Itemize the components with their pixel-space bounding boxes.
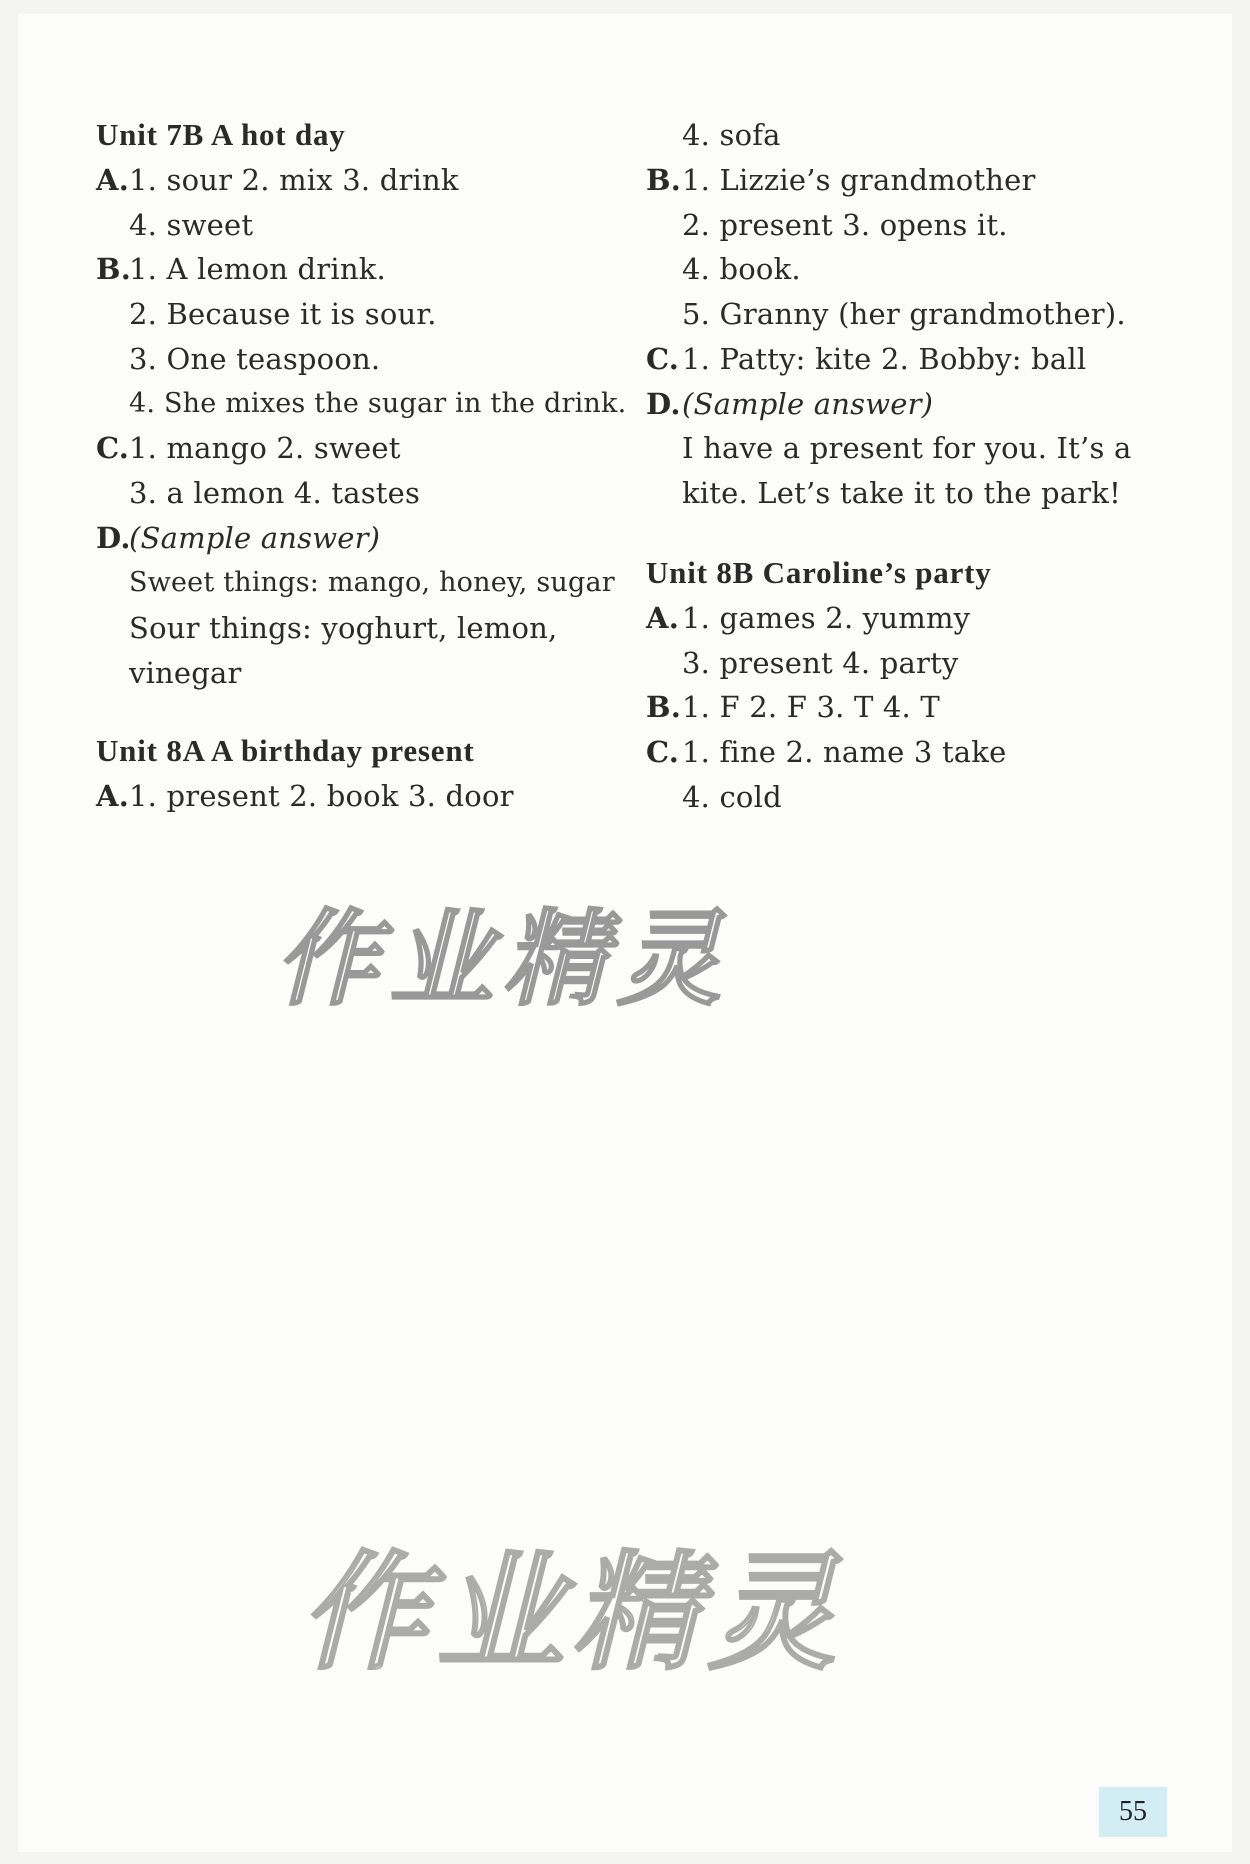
answer-line: 5. Granny (her grandmother). (682, 297, 1126, 331)
answer-line: 4. cold (682, 780, 782, 814)
unit-7b-title: Unit 7B A hot day (96, 117, 346, 152)
section-c-label: C. (646, 342, 680, 376)
answer-line: vinegar (129, 656, 242, 690)
answer-line: kite. Let’s take it to the park! (682, 476, 1121, 510)
section-b-label: B. (646, 163, 682, 197)
answer-line: 1. games 2. yummy (682, 601, 971, 635)
answer-line: Sweet things: mango, honey, sugar (129, 567, 615, 598)
answer-line: 4. sofa (682, 118, 781, 152)
section-b-label: B. (96, 252, 132, 286)
answer-line: 3. One teaspoon. (129, 342, 381, 376)
answer-line: 4. sweet (129, 208, 254, 242)
section-c-label: C. (96, 431, 130, 465)
answer-line: 1. present 2. book 3. door (129, 779, 514, 813)
answer-line: I have a present for you. It’s a (682, 431, 1132, 465)
unit-8b-title: Unit 8B Caroline’s party (646, 555, 992, 590)
answer-line: 4. book. (682, 252, 801, 286)
unit-8a-title: Unit 8A A birthday present (96, 733, 475, 768)
answer-line: 4. She mixes the sugar in the drink. (129, 388, 627, 419)
section-a-label: A. (96, 163, 129, 197)
answer-line: 3. present 4. party (682, 646, 959, 680)
answer-line: 1. fine 2. name 3 take (682, 735, 1007, 769)
answer-key-page (18, 14, 1232, 1852)
sample-answer-note: (Sample answer) (129, 521, 381, 555)
section-a-label: A. (646, 601, 679, 635)
answer-line: 2. present 3. opens it. (682, 208, 1008, 242)
answer-line: 1. Lizzie’s grandmother (682, 163, 1036, 197)
section-d-label: D. (96, 521, 131, 555)
section-a-label: A. (96, 779, 129, 813)
answer-line: 1. A lemon drink. (129, 252, 386, 286)
answer-line: 3. a lemon 4. tastes (129, 476, 421, 510)
answer-line: Sour things: yoghurt, lemon, (129, 611, 558, 645)
answer-line: 2. Because it is sour. (129, 297, 437, 331)
answer-line: 1. Patty: kite 2. Bobby: ball (682, 342, 1087, 376)
section-b-label: B. (646, 690, 682, 724)
section-d-label: D. (646, 387, 681, 421)
answer-line: 1. mango 2. sweet (129, 431, 401, 465)
section-c-label: C. (646, 735, 680, 769)
answer-line: 1. sour 2. mix 3. drink (129, 163, 459, 197)
answer-line: 1. F 2. F 3. T 4. T (682, 690, 940, 724)
sample-answer-note: (Sample answer) (682, 387, 934, 421)
page-number: 55 (1099, 1787, 1167, 1837)
